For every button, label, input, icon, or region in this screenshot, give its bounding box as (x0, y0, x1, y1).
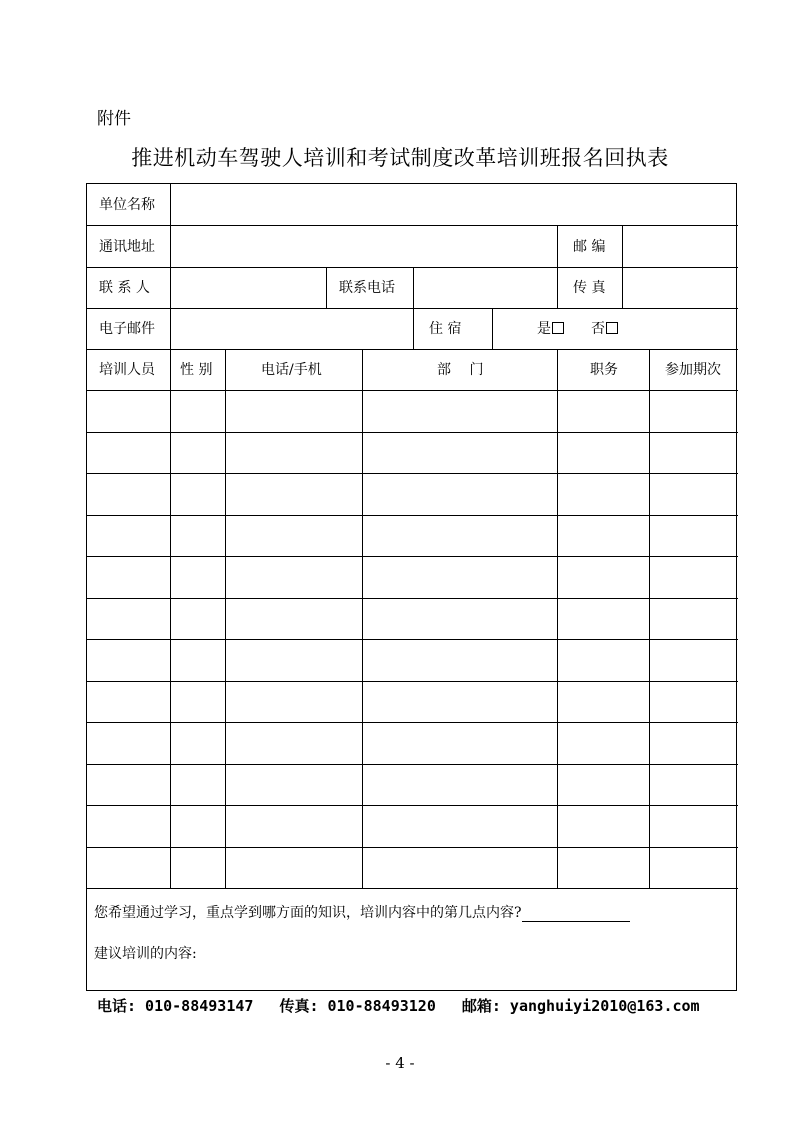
learning-question (94, 902, 630, 922)
question-answer-blank[interactable] (522, 907, 630, 922)
column-header-trainee: 培训人员 (99, 362, 155, 378)
unit-name-label: 单位名称 (99, 197, 155, 213)
lodging-no-option[interactable] (591, 318, 618, 338)
contact-person-label: 联 系 人 (99, 280, 150, 296)
contact-phone-label: 联系电话 (339, 280, 395, 296)
lodging-no-checkbox[interactable] (606, 322, 618, 334)
lodging-yes-label: 是 (537, 321, 551, 337)
lodging-yes-checkbox[interactable] (552, 322, 564, 334)
column-header-phone: 电话/手机 (261, 362, 322, 378)
column-header-department: 部 门 (437, 362, 484, 378)
contact-phone: 电话: 010-88493147 (97, 997, 254, 1015)
contact-fax: 传真: 010-88493120 (279, 997, 436, 1015)
contact-email: 邮箱: yanghuiyi2010@163.com (461, 997, 700, 1015)
lodging-no-label: 否 (591, 321, 605, 337)
fax-label: 传 真 (573, 280, 606, 296)
column-header-gender: 性 别 (180, 362, 213, 378)
suggestion-label: 建议培训的内容: (94, 946, 197, 962)
registration-form (86, 183, 737, 991)
page-title: 推进机动车驾驶人培训和考试制度改革培训班报名回执表 (131, 146, 669, 170)
column-header-position: 职务 (590, 362, 618, 378)
lodging-label: 住 宿 (429, 321, 462, 337)
contact-info (97, 995, 726, 1016)
column-header-session: 参加期次 (665, 362, 721, 378)
email-label: 电子邮件 (99, 321, 155, 337)
address-label: 通讯地址 (99, 239, 155, 255)
page-number: - 4 - (385, 1054, 415, 1072)
lodging-yes-option[interactable] (537, 318, 564, 338)
attachment-label: 附件 (97, 109, 131, 129)
postcode-label: 邮 编 (573, 239, 606, 255)
learning-question-text: 您希望通过学习，重点学到哪方面的知识，培训内容中的第几点内容? (94, 905, 522, 921)
